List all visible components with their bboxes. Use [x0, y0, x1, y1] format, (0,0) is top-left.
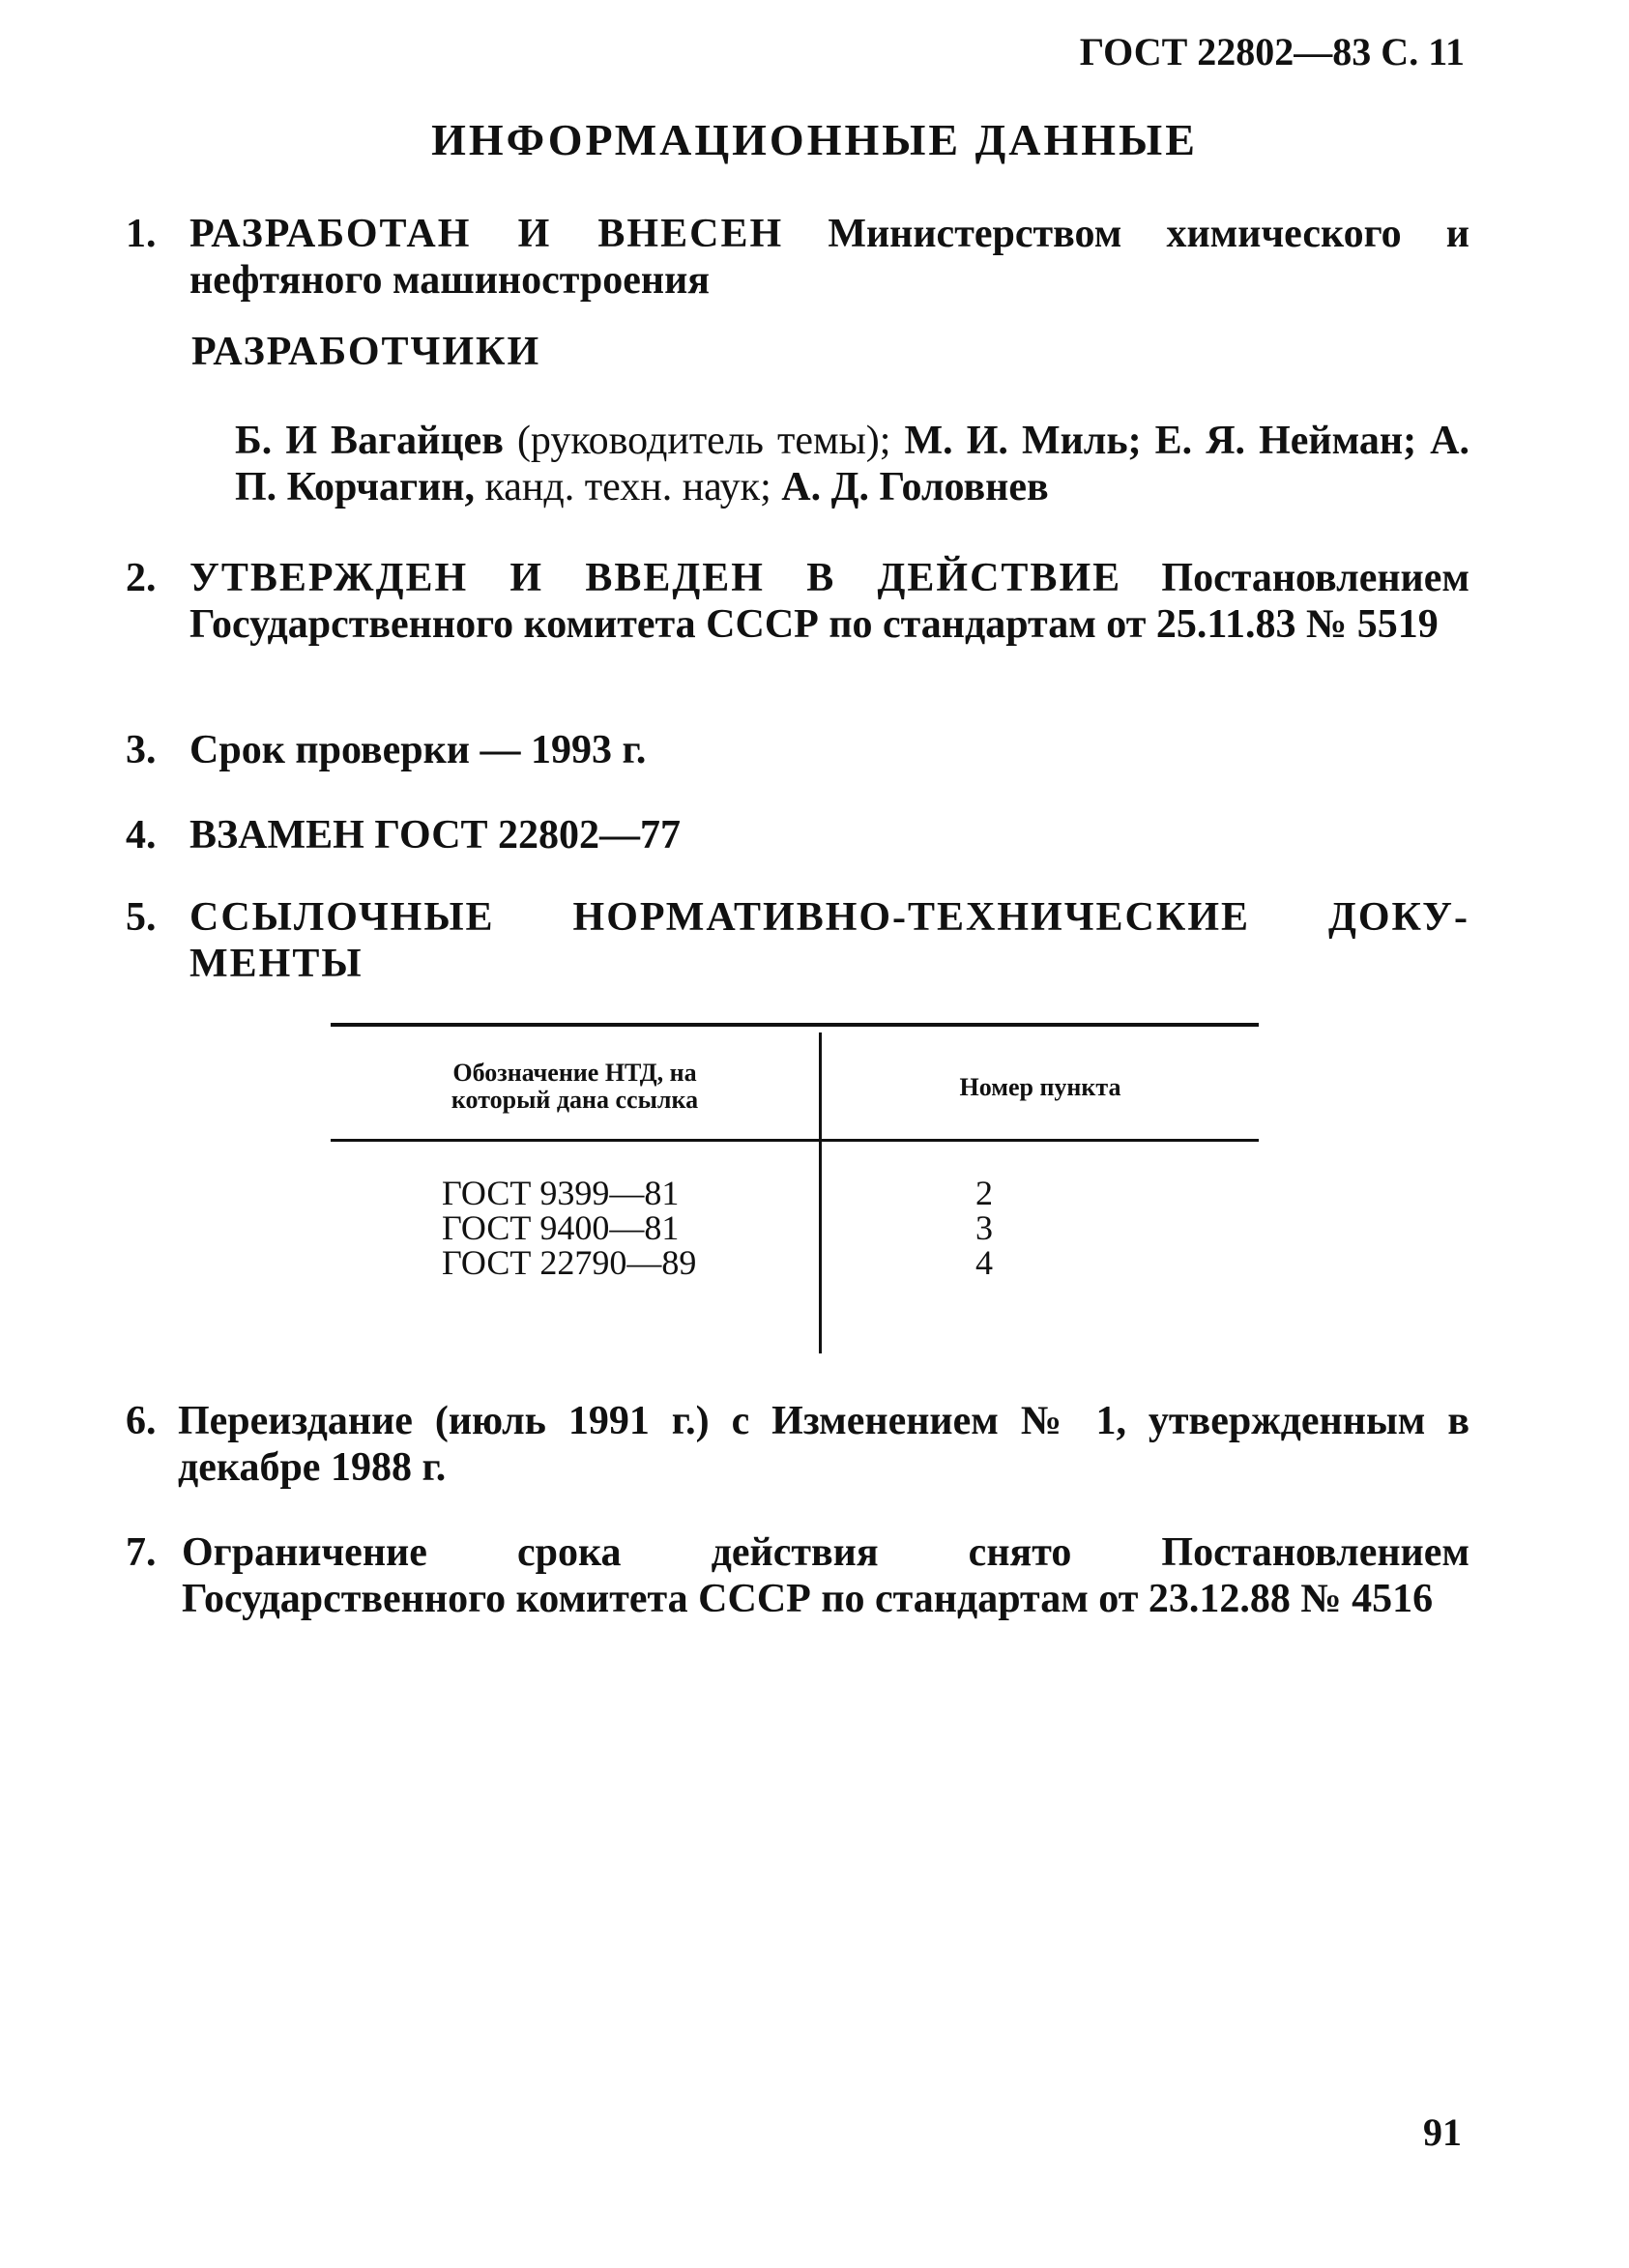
section-1: [126, 211, 1469, 304]
section-word: ССЫЛОЧНЫЕ: [189, 895, 495, 940]
section-6: [126, 1398, 1469, 1491]
table-cell: ГОСТ 22790—89: [442, 1243, 697, 1282]
section-text: Переиздание (июль 1991 г.) с Изменением № 1, утвержденным в декабре 1988 г.: [178, 1399, 1469, 1490]
section-text: Министерством химического и нефтяного машиностроения: [189, 212, 1469, 303]
section-number: 2.: [126, 556, 157, 600]
page-header: ГОСТ 22802—83 С. 11: [1079, 30, 1465, 73]
table-column-items: [822, 1176, 1147, 1280]
section-word: МЕНТЫ: [189, 942, 364, 986]
table-header-item: Номер пункта: [959, 1073, 1121, 1101]
table-cell: 3: [975, 1208, 993, 1247]
section-word: НОРМАТИВНО-ТЕХНИЧЕСКИЕ: [572, 895, 1251, 940]
section-lead: УТВЕРЖДЕН И ВВЕДЕН В ДЕЙСТВИЕ: [189, 556, 1122, 600]
section-4: [126, 812, 1469, 858]
section-word: ДОКУ-: [1327, 895, 1469, 940]
table-cell: ГОСТ 9400—81: [442, 1208, 680, 1247]
section-2: [126, 555, 1469, 648]
section-text: Ограничение срока действия снято Постановлением Государственного комитета СССР по стандартам от 23.12.88 № 4516: [182, 1530, 1469, 1621]
developers-list: [235, 418, 1469, 510]
table-cell: ГОСТ 9399—81: [442, 1174, 680, 1212]
section-number: 6.: [126, 1399, 157, 1443]
page-title: ИНФОРМАЦИОННЫЕ ДАННЫЕ: [431, 115, 1198, 164]
section-number: 3.: [126, 728, 157, 772]
table-cell: 4: [975, 1243, 993, 1282]
section-text: ВЗАМЕН ГОСТ 22802—77: [189, 813, 682, 858]
section-number: 7.: [126, 1530, 157, 1575]
table-top-rule: [331, 1023, 1259, 1027]
section-number: 4.: [126, 813, 157, 858]
table-cell: 2: [975, 1174, 993, 1212]
section-number: 1.: [126, 212, 157, 256]
developer-note: (руководитель темы);: [516, 419, 891, 463]
header-line: который дана ссылка: [451, 1086, 699, 1114]
section-5: [126, 894, 1469, 987]
table-column-documents: [442, 1176, 696, 1280]
table-header-document: [331, 1060, 819, 1114]
header-line: Обозначение НТД, на: [452, 1059, 697, 1087]
developer-name: Б. И Вагайцев: [235, 419, 504, 463]
developer-note: канд. техн. наук;: [484, 465, 771, 509]
developer-name: А. Д. Головнев: [781, 465, 1049, 509]
section-text: Постановлением Государственного комитета СССР по стандартам от 25.11.83 № 5519: [189, 556, 1469, 647]
table-header-rule: [331, 1139, 1259, 1142]
section-7: [126, 1529, 1469, 1622]
section-3: [126, 727, 1469, 773]
section-lead: РАЗРАБОТАН И ВНЕСЕН: [189, 212, 784, 256]
section-number: 5.: [126, 895, 157, 940]
reference-table: [331, 1023, 1259, 1353]
developer-name: М. И. Миль; Е. Я. Нейман; А. П. Корчагин,: [235, 419, 1469, 509]
section-text: Срок проверки — 1993 г.: [189, 728, 647, 772]
page-number: 91: [1423, 2110, 1462, 2154]
developers-heading: РАЗРАБОТЧИКИ: [191, 330, 541, 374]
